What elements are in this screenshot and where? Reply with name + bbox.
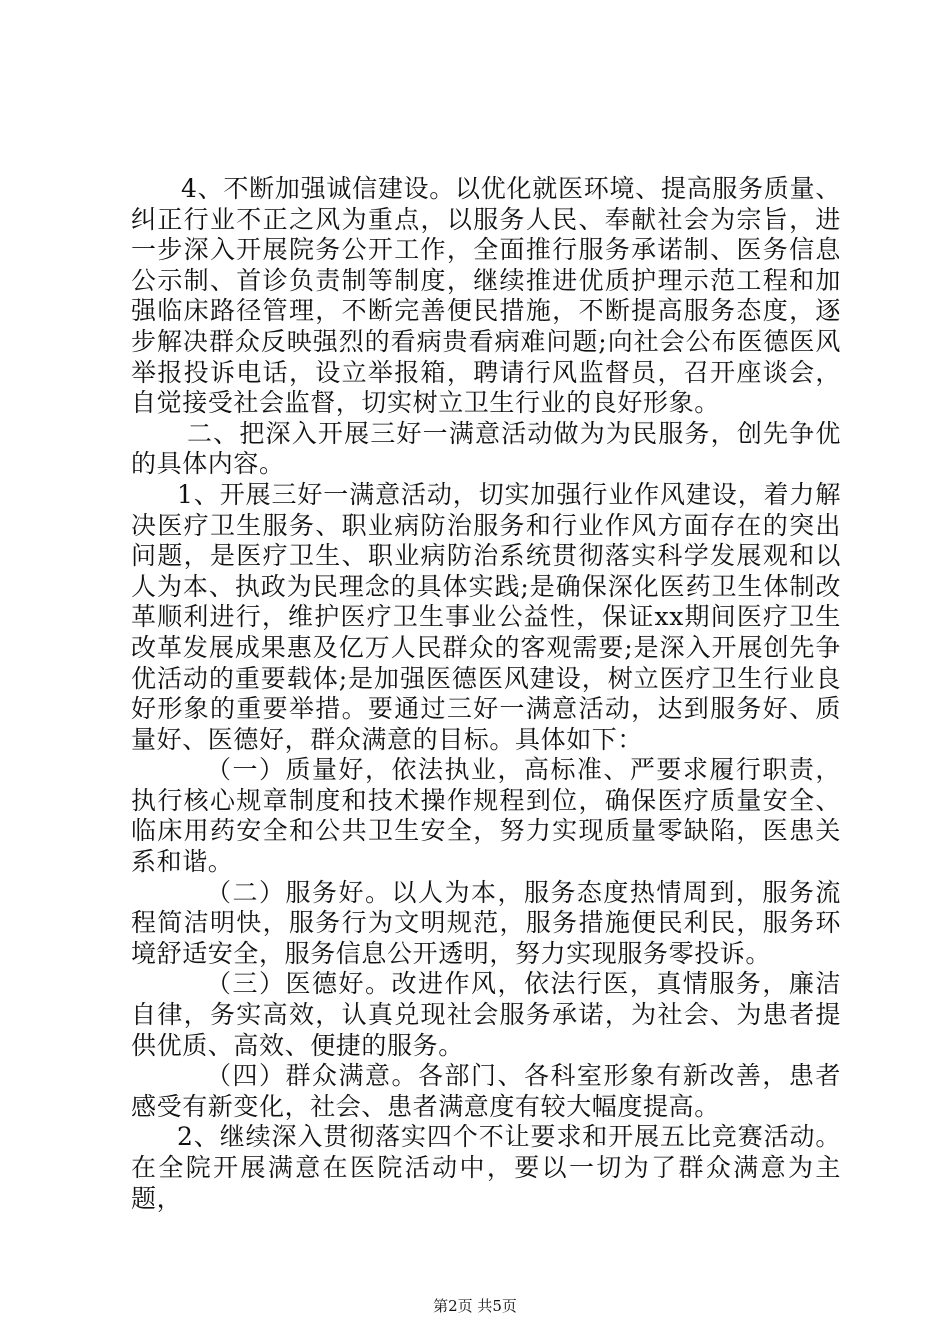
- paragraph-ethics-good: （三）医德好。改进作风，依法行医，真情服务，廉洁自律，务实高效，认真兑现社会服务承诺，为社会、为患者提供优质、高效、便捷的服务。: [131, 969, 841, 1060]
- paragraph-three-good-activity: 1、开展三好一满意活动，切实加强行业作风建设，着力解决医疗卫生服务、职业病防治服务和行业作风方面存在的突出问题，是医疗卫生、职业病防治系统贯彻落实科学发展观和以人为本、执政为民理念的具体实践;是确保深化医药卫生体制改革顺利进行，维护医疗卫生事业公益性，保证xx期间医疗卫生改革发展成果惠及亿万人民群众的客观需要;是深入开展创先争优活动的重要载体;是加强医德医风建设，树立医疗卫生行业良好形象的重要举措。要通过三好一满意活动，达到服务好、质量好、医德好，群众满意的目标。具体如下：: [131, 479, 841, 754]
- paragraph-service-good: （二）服务好。以人为本，服务态度热情周到，服务流程简洁明快，服务行为文明规范，服务措施便民利民，服务环境舒适安全，服务信息公开透明，努力实现服务零投诉。: [131, 877, 841, 968]
- paragraph-integrity-building: 4、不断加强诚信建设。以优化就医环境、提高服务质量、纠正行业不正之风为重点，以服务人民、奉献社会为宗旨，进一步深入开展院务公开工作，全面推行服务承诺制、医务信息公示制、首诊负责制等制度，继续推进优质护理示范工程和加强临床路径管理，不断完善便民措施，不断提高服务态度，逐步解决群众反映强烈的看病贵看病难问题;向社会公布医德医风举报投诉电话，设立举报箱，聘请行风监督员，召开座谈会，自觉接受社会监督，切实树立卫生行业的良好形象。: [131, 174, 841, 418]
- paragraph-section-two-heading: 二、把深入开展三好一满意活动做为为民服务，创先争优的具体内容。: [131, 418, 841, 479]
- page-number-footer: 第2页 共5页: [433, 1297, 517, 1315]
- paragraph-four-requirements: 2、继续深入贯彻落实四个不让要求和开展五比竞赛活动。在全院开展满意在医院活动中，要以一切为了群众满意为主题，: [131, 1122, 841, 1213]
- paragraph-quality-good: （一）质量好，依法执业，高标准、严要求履行职责，执行核心规章制度和技术操作规程到位，确保医疗质量安全、临床用药安全和公共卫生安全，努力实现质量零缺陷，医患关系和谐。: [131, 755, 841, 877]
- paragraph-public-satisfaction: （四）群众满意。各部门、各科室形象有新改善，患者感受有新变化，社会、患者满意度有较大幅度提高。: [131, 1061, 841, 1121]
- document-body: [131, 174, 841, 1214]
